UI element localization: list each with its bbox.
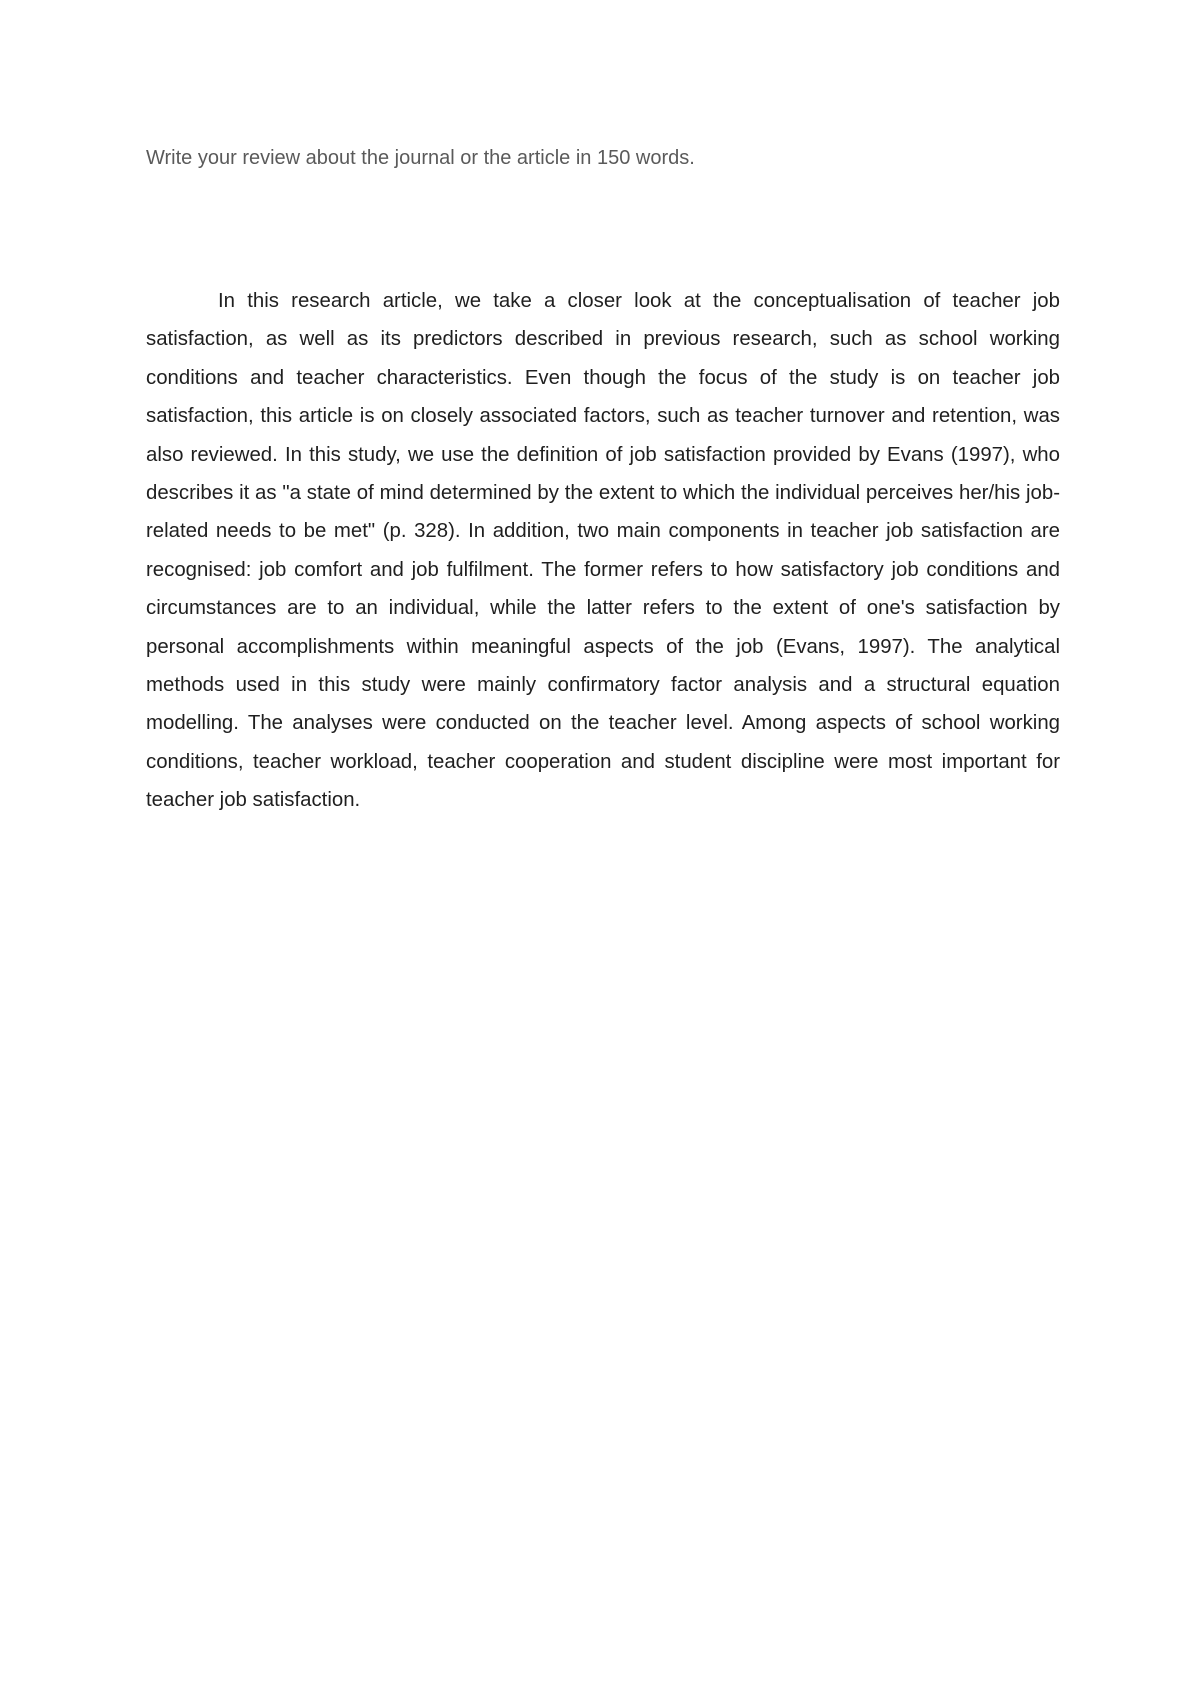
- assignment-prompt: Write your review about the journal or the article in 150 words.: [146, 147, 695, 169]
- review-paragraph: In this research article, we take a closer look at the conceptualisation of teacher job satisfaction, as well as its predictors described in previous research, such as school working conditions and teacher characteristics. Even though the focus of the study is on teacher job satisfaction, this article is on closely associated factors, such as teacher turnover and retention, was also reviewed. In this study, we use the definition of job satisfaction provided by Evans (1997), who describes it as "a state of mind determined by the extent to which the individual perceives her/his job-related needs to be met" (p. 328). In addition, two main components in teacher job satisfaction are recognised: job comfort and job fulfilment. The former refers to how satisfactory job conditions and circumstances are to an individual, while the latter refers to the extent of one's satisfaction by personal accomplishments within meaningful aspects of the job (Evans, 1997). The analytical methods used in this study were mainly confirmatory factor analysis and a structural equation modelling. The analyses were conducted on the teacher level. Among aspects of school working conditions, teacher workload, teacher cooperation and student discipline were most important for teacher job satisfaction.: [146, 290, 1060, 812]
